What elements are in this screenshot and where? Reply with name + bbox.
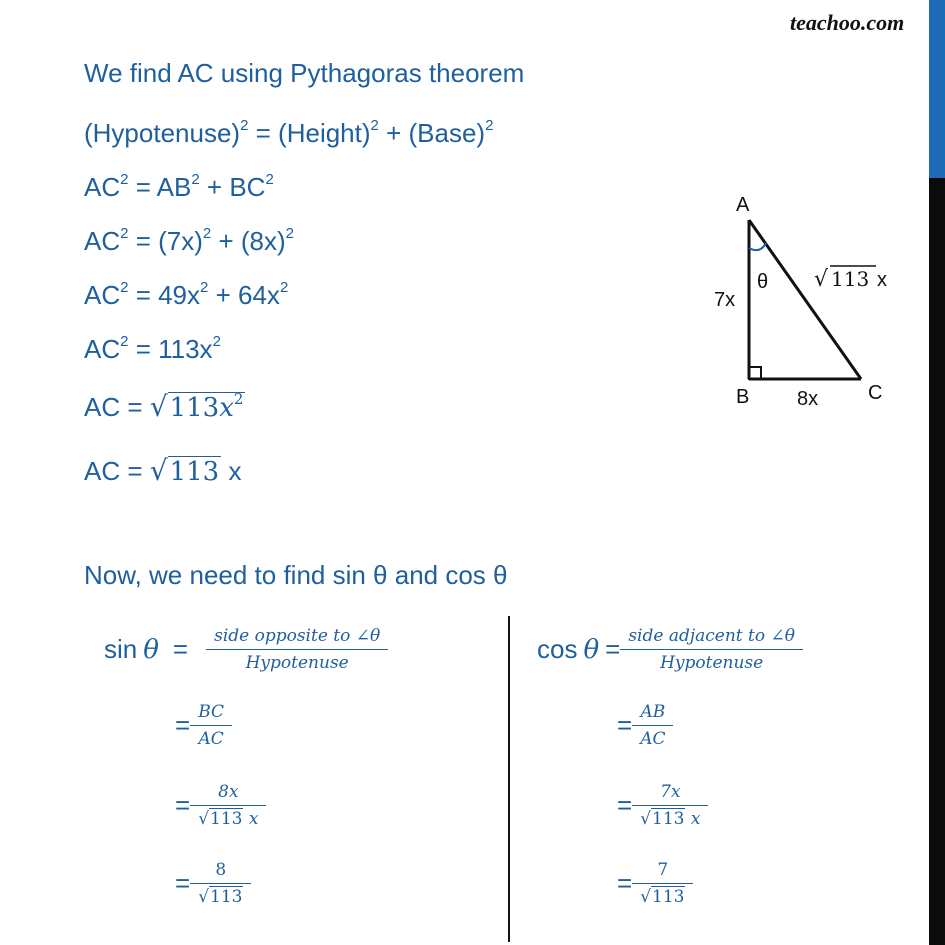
label-theta: θ: [757, 271, 769, 293]
cos-definition: cos θ = $\frac{\text{side adjacent to ∠θ}}{\text{Hypotenuse}}$: [537, 626, 799, 673]
step-sum: $AC^2 = 113x^2$: [84, 333, 221, 364]
cos-step-1: = $\frac{AB}{AC}$: [617, 702, 669, 749]
sin-step-2: = $\frac{8x}{√113 x}$: [175, 782, 262, 829]
label-ac-var: x: [877, 269, 887, 291]
step-squares: $AC^2 = 49x^2 + 64x^2$: [84, 279, 289, 310]
brand-logo: teachoo.com: [790, 10, 905, 35]
intro-line: We find AC using Pythagoras theorem: [84, 58, 525, 88]
label-ac-rad: 113: [831, 267, 870, 291]
sin-step-1: = $\frac{BC}{AC}$: [175, 702, 228, 749]
now-line: Now, we need to find sin θ and cos θ: [84, 560, 508, 590]
step-root: AC = $√113x^2$: [84, 390, 244, 423]
step-ac-ab-bc: $AC^2 = AB^2 + BC^2$: [84, 171, 274, 202]
vertex-c: C: [868, 382, 883, 404]
angle-arc: [749, 243, 766, 250]
sin-definition: sin θ = $\frac{\text{side opposite to ∠θ}}{\text{Hypotenuse}}$: [104, 626, 384, 673]
vertex-b: B: [736, 386, 750, 408]
step-result: AC = √113 x: [84, 454, 242, 487]
cos-step-3: = $\frac{7}{√113}$: [617, 860, 689, 907]
sin-step-3: = $\frac{8}{√113}$: [175, 860, 247, 907]
pythagoras-formula: (Hypotenuse)$^2$ = (Height)$^2$ + (Base)$^2$: [84, 117, 494, 148]
vertex-a: A: [736, 194, 750, 216]
label-ac-root: √: [814, 267, 829, 292]
right-angle-mark: [749, 367, 761, 379]
right-triangle-diagram: [700, 180, 920, 415]
cos-step-2: = $\frac{7x}{√113 x}$: [617, 782, 704, 829]
scrollbar-thumb[interactable]: [929, 0, 945, 178]
label-bc: 8x: [797, 388, 819, 410]
column-divider: [508, 616, 510, 942]
label-ab: 7x: [714, 289, 736, 311]
step-substitute: $AC^2 = (7x)^2 + (8x)^2$: [84, 225, 294, 256]
